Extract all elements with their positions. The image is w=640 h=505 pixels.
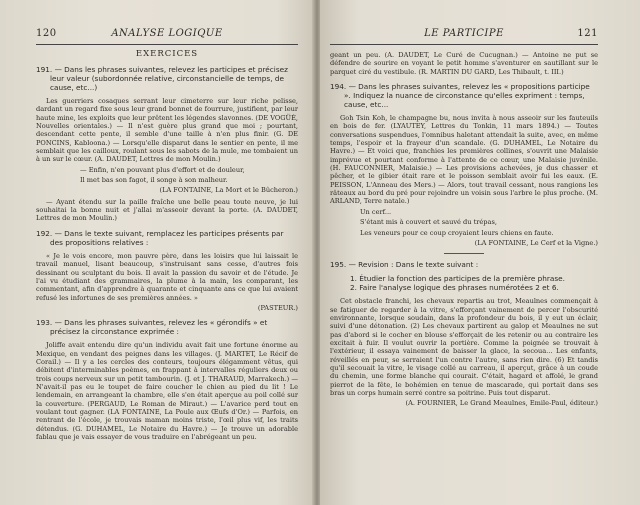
exercise-191-verse-citation: (LA FONTAINE, La Mort et le Bûcheron.) (159, 186, 298, 195)
exercise-194-verse-3: Les veneurs pour ce coup croyaient leurs chiens en faute. (360, 228, 554, 237)
exercise-193-heading: 193. — Dans les phrases suivantes, relevez les « gérondifs » et précisez la circonstance exprimée : (36, 318, 268, 337)
header-rule (36, 44, 298, 45)
exercise-195-heading: 195. — Revision : Dans le texte suivant : (330, 260, 479, 270)
left-page (0, 0, 314, 505)
continued-text: geant un peu. (A. DAUDET, Le Curé de Cucugnan.) — Antoine ne put se défendre de sourire en voyant le petit homme s'aventurer en sautillant sur le parquet ciré du vestibule. (R. MARTIN DU GARD, Les Thibault, t. III.) (330, 51, 598, 76)
exercise-191-text: Les guerriers cosaques serrant leur cimeterre sur leur riche pelisse, dardant un regard fixe sous leur grand bonnet de fourrure, justifient, par leur haute mine, les exploits que leur prêtent les légendes slavonnes. (DE VOGÜÉ, Nouvelles orientales.) — Il n'est guère plus grand que moi ; pourtant, descendant cette pente, il semble d'une taille à n'en plus finir. (G. DE PONCINS, Kabloona.) — Lorsqu'elle disparut dans le sentier en pente, il me semblait que les cailloux, roulant sous les sabots de la mule, me tombaient un à un sur le cœur. (A. DAUDET, Lettres de mon Moulin.) (36, 97, 298, 164)
header-rule (330, 44, 598, 45)
exercise-191-verse-1: — Enfin, n'en pouvant plus d'effort et de douleur, (80, 165, 245, 174)
exercise-195-item-2: 2. Faire l'analyse logique des phrases numérotées 2 et 6. (350, 283, 559, 293)
exercise-192-text: « Je le vois encore, mon pauvre père, dans les loisirs que lui laissait le travail manuel, lisant beaucoup, s'instruisant sans cesse, d'autres fois dessinant ou sculptant du bois. Il avait la passion du savoir et de l'étude. Je l'ai vu étudiant des grammaires, la plume à la main, les comparant, les commentant, afin d'apprendre à quarante et cinquante ans ce que lui avaient refusé les infortunes de ses premières années. » (36, 251, 298, 302)
left-page-header (36, 28, 298, 42)
exercise-195-citation: (A. FOURNIER, Le Grand Meaulnes, Emile-Paul, éditeur.) (405, 399, 598, 408)
exercise-192-citation: (PASTEUR.) (257, 303, 298, 312)
exercise-192-heading: 192. — Dans le texte suivant, remplacez les participes présents par des propositions relatives : (36, 228, 284, 247)
exercise-194-verse-2: S'étant mis à couvert et sauvé du trépas, (360, 218, 497, 227)
section-title: EXERCICES (135, 49, 199, 59)
exercise-191-verse-2: Il met bas son fagot, il songe à son malheur. (80, 176, 228, 185)
exercise-191-heading: 191. — Dans les phrases suivantes, relevez les participes et précisez leur valeur (subordonnée relative, circonstancielle de temps, de cause, etc...) (36, 65, 288, 92)
exercise-194-verse-1: Un cerf... (360, 207, 392, 216)
exercise-191-text-2: — Ayant étendu sur la paille fraîche une belle peau toute neuve, je lui souhaitai la bonne nuit et j'allai m'asseoir devant la porte. (A. DAUDET, Lettres de mon Moulin.) (36, 197, 298, 223)
left-page-number: 120 (36, 28, 57, 39)
exercise-195-text: Cet obstacle franchi, les chevaux repartis au trot, Meaulnes commençait à se fatiguer de regarder à la vitre, s'efforçant vainement de percer l'obscurité environnante, lorsque soudain, dans la profondeur du bois, il y eut un éclair, suivi d'une détonation. (2) Les chevaux partirent au galop et Meaulnes ne sut pas d'abord si le cocher en blouse s'efforçait de les retenir ou au contraire les excitait à fuir. Il voulut ouvrir la portière. Comme la poignée se trouvait à l'extérieur, il essaya vainement de baisser la glace, la secoua... Les enfants, réveillés en peur, se serraient l'un contre l'autre, sans rien dire. (6) Et tandis qu'il secouait la vitre, le visage collé au carreau, il aperçut, grâce à un coude du chemin, une forme blanche qui courait. C'était, hagard et affolé, le grand pierrot de la fête, le bohémien en tenue de mascarade, qui portait dans ses bras un corps humain serré contre sa poitrine. Puis tout disparut. (330, 297, 598, 397)
exercise-194-text: Goh Tsin Koh, le champagne bu, nous invita à nous asseoir sur les fauteuils en bois de fer. (LYAUTEY, Lettres du Tonkin, 11 mars 1894.) — Toutes conversations suspendues, l'omnibus haletant attendait la suite, avec, en même temps, l'espoir et la frayeur d'un scandale. (G. DUHAMEL, Le Notaire du Havre.) — Et voici que, franchies les premières collines, s'ouvrit une Malaisie imprévue et pourtant conforme à l'attente de ce cœur, une Malaisie juvénile. (H. FAUCONNIER, Malaisie.) — Les provisions achevées, je dus chasser et pêcher, et le gibier était rare et le poisson semblait avoir fui les eaux. (E. PEISSON, L'Anneau des Mers.) — Alors, tout travail cessant, nous rangions les râteaux au bord du pré pour rejoindre un voisin sous l'arbre le plus proche. (M. ARLAND, Terre natale.) (330, 114, 598, 206)
exercise-194-citation: (LA FONTAINE, Le Cerf et la Vigne.) (474, 238, 598, 247)
separator-rule (444, 253, 484, 254)
exercise-194-heading: 194. — Dans les phrases suivantes, relevez les « propositions participe ». Indiquez la nuance de circonstance qu'elles expriment : temps, cause, etc... (330, 82, 590, 110)
right-page (320, 0, 640, 505)
right-page-header (330, 28, 598, 42)
left-running-title: ANALYSE LOGIQUE (111, 28, 223, 39)
right-running-title: LE PARTICIPE (424, 28, 504, 39)
exercise-193-text: Joliffe avait entendu dire qu'un individu avait fait une fortune énorme au Mexique, en vendant des peignes dans les villages. (J. MARTET, Le Récif de Corail.) — Il y a les cercles des conteurs, toujours élégamment vêtus, qui débitent d'interminables poèmes, en frappant à intervalles réguliers deux ou trois coups nerveux sur un petit tambourin. (J. et J. THARAUD, Marrakech.) — N'avait-il pas eu le toupet de faire coucher le chien au pied du lit ! Le lendemain, en arrangeant la chambre, elle s'en était aperçue au poil collé sur la couverture. (PERGAUD, Le Roman de Miraut.) — L'avarice perd tout en voulant tout gagner. (LA FONTAINE, La Poule aux Œufs d'Or.) — Parfois, en rentrant de l'école, je trouvais maman moins triste, l'œil plus vif, les traits détendus. (G. DUHAMEL, Le Notaire du Havre.) — Je trouve un adorable fablau que je vais essayer de vous traduire en l'abrégeant un peu. (36, 341, 298, 441)
right-page-number: 121 (577, 28, 598, 39)
exercise-195-item-1: 1. Étudier la fonction des participes de la première phrase. (350, 274, 565, 284)
